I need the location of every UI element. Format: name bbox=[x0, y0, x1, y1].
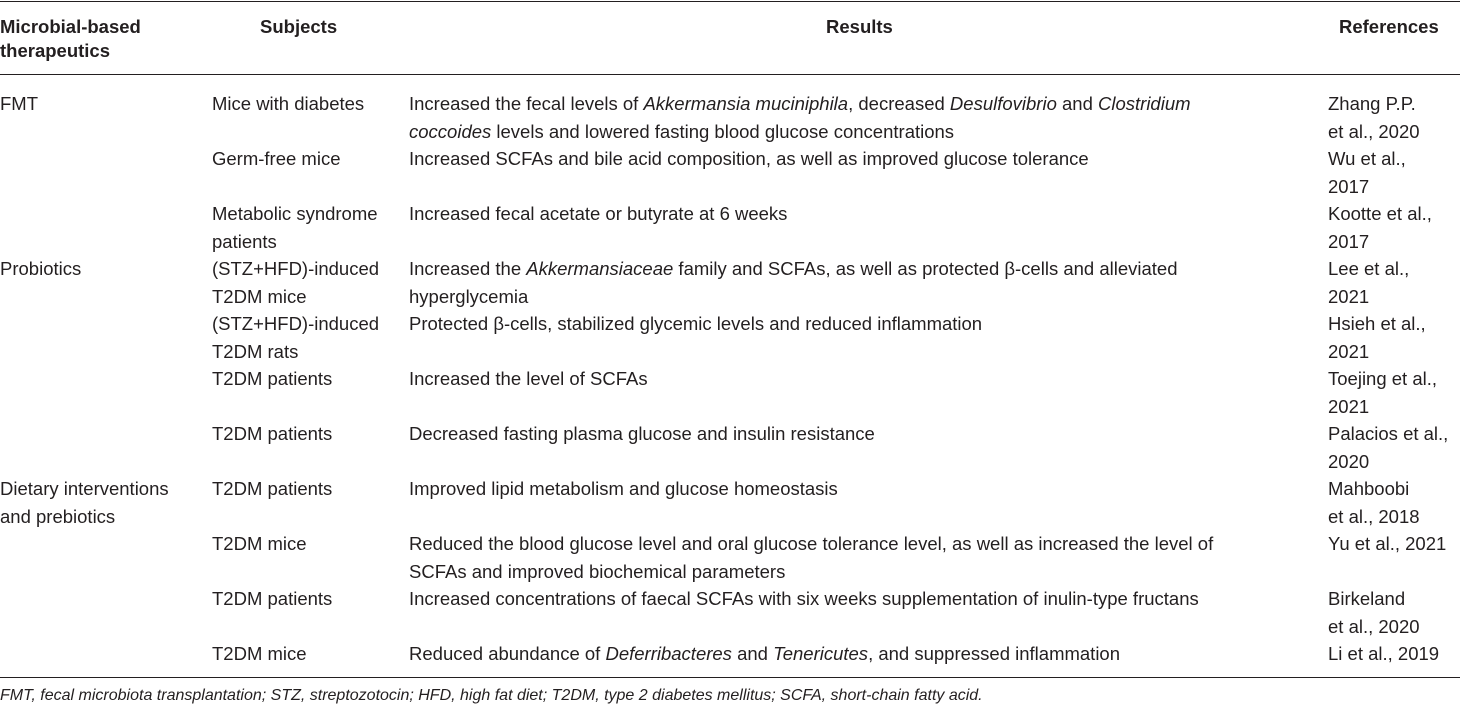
group-label: Dietary interventions bbox=[0, 478, 169, 499]
result-cell: Improved lipid metabolism and glucose homeostasis bbox=[409, 478, 838, 499]
reference-cell: 2021 bbox=[1328, 285, 1370, 307]
taxon-name: Clostridium bbox=[1098, 93, 1191, 114]
bottom-rule bbox=[0, 677, 1460, 678]
subject-cell: patients bbox=[212, 230, 277, 252]
reference-cell: Birkeland bbox=[1328, 588, 1406, 609]
header-results: Results bbox=[826, 16, 893, 37]
header-therapeutics-line-1: Microbial-based bbox=[0, 16, 141, 37]
reference-cell: Zhang P.P. bbox=[1328, 93, 1416, 114]
reference-cell: 2021 bbox=[1328, 395, 1370, 417]
result-cell: hyperglycemia bbox=[409, 285, 529, 307]
result-cell: Increased the level of SCFAs bbox=[409, 368, 648, 389]
subject-cell: T2DM rats bbox=[212, 340, 299, 362]
result-cell: Protected β-cells, stabilized glycemic levels and reduced inflammation bbox=[409, 313, 983, 334]
header-rule bbox=[0, 74, 1460, 75]
subject-cell: (STZ+HFD)-induced bbox=[212, 313, 380, 334]
table-footnote: FMT, fecal microbiota transplantation; STZ, streptozotocin; HFD, high fat diet; T2DM, type 2 diabetes mellitus; SCFA, short-chain fatty acid. bbox=[0, 687, 983, 704]
reference-cell: 2017 bbox=[1328, 175, 1370, 197]
subject-cell: T2DM mice bbox=[212, 533, 307, 554]
subject-cell: Metabolic syndrome bbox=[212, 203, 378, 224]
reference-cell: 2020 bbox=[1328, 450, 1370, 472]
reference-cell: Lee et al., bbox=[1328, 258, 1410, 279]
result-cell: Reduced the blood glucose level and oral glucose tolerance level, as well as increased the level of bbox=[409, 533, 1214, 554]
subject-cell: T2DM patients bbox=[212, 478, 333, 499]
result-cell: coccoides levels and lowered fasting blood glucose concentrations bbox=[409, 120, 955, 142]
subject-cell: T2DM patients bbox=[212, 423, 333, 444]
header-subjects: Subjects bbox=[260, 16, 338, 37]
subject-cell: T2DM mice bbox=[212, 643, 307, 664]
taxon-name: Deferribacteres bbox=[605, 643, 732, 664]
reference-cell: 2021 bbox=[1328, 340, 1370, 362]
subject-cell: T2DM mice bbox=[212, 285, 307, 307]
group-label: and prebiotics bbox=[0, 505, 116, 527]
result-cell: Increased the fecal levels of Akkermansia muciniphila, decreased Desulfovibrio and Clostridium bbox=[409, 93, 1191, 114]
reference-cell: et al., 2018 bbox=[1328, 505, 1420, 527]
subject-cell: Germ-free mice bbox=[212, 148, 341, 169]
header-therapeutics-line-2: therapeutics bbox=[0, 40, 111, 61]
result-cell: Decreased fasting plasma glucose and insulin resistance bbox=[409, 423, 875, 444]
result-cell: Increased SCFAs and bile acid composition, as well as improved glucose tolerance bbox=[409, 148, 1089, 169]
taxon-name: Desulfovibrio bbox=[949, 93, 1057, 114]
top-rule bbox=[0, 1, 1460, 2]
reference-cell: Toejing et al., bbox=[1328, 368, 1438, 389]
reference-cell: Wu et al., bbox=[1328, 148, 1406, 169]
result-cell: Increased the Akkermansiaceae family and SCFAs, as well as protected β-cells and alleviated bbox=[409, 258, 1178, 279]
subject-cell: Mice with diabetes bbox=[212, 93, 365, 114]
subject-cell: (STZ+HFD)-induced bbox=[212, 258, 380, 279]
reference-cell: Hsieh et al., bbox=[1328, 313, 1426, 334]
taxon-name: Akkermansiaceae bbox=[526, 258, 674, 279]
reference-cell: et al., 2020 bbox=[1328, 120, 1420, 142]
reference-cell: Palacios et al., bbox=[1328, 423, 1449, 444]
reference-cell: et al., 2020 bbox=[1328, 615, 1420, 637]
subject-cell: T2DM patients bbox=[212, 588, 333, 609]
reference-cell: 2017 bbox=[1328, 230, 1370, 252]
header-therapeutics bbox=[0, 15, 141, 63]
subject-cell: T2DM patients bbox=[212, 368, 333, 389]
reference-cell: Li et al., 2019 bbox=[1328, 643, 1440, 664]
group-label: FMT bbox=[0, 93, 39, 114]
reference-cell: Kootte et al., bbox=[1328, 203, 1432, 224]
group-label: Probiotics bbox=[0, 258, 82, 279]
header-references: References bbox=[1339, 16, 1439, 37]
taxon-name: coccoides bbox=[409, 120, 492, 142]
reference-cell: Mahboobi bbox=[1328, 478, 1410, 499]
result-cell: Increased fecal acetate or butyrate at 6 weeks bbox=[409, 203, 788, 224]
taxon-name: Akkermansia muciniphila bbox=[643, 93, 849, 114]
taxon-name: Tenericutes bbox=[773, 643, 869, 664]
result-cell: Reduced abundance of Deferribacteres and Tenericutes, and suppressed inflammation bbox=[409, 643, 1121, 664]
reference-cell: Yu et al., 2021 bbox=[1328, 533, 1447, 554]
result-cell: Increased concentrations of faecal SCFAs with six weeks supplementation of inulin-type fructans bbox=[409, 588, 1199, 609]
result-cell: SCFAs and improved biochemical parameters bbox=[409, 560, 786, 582]
